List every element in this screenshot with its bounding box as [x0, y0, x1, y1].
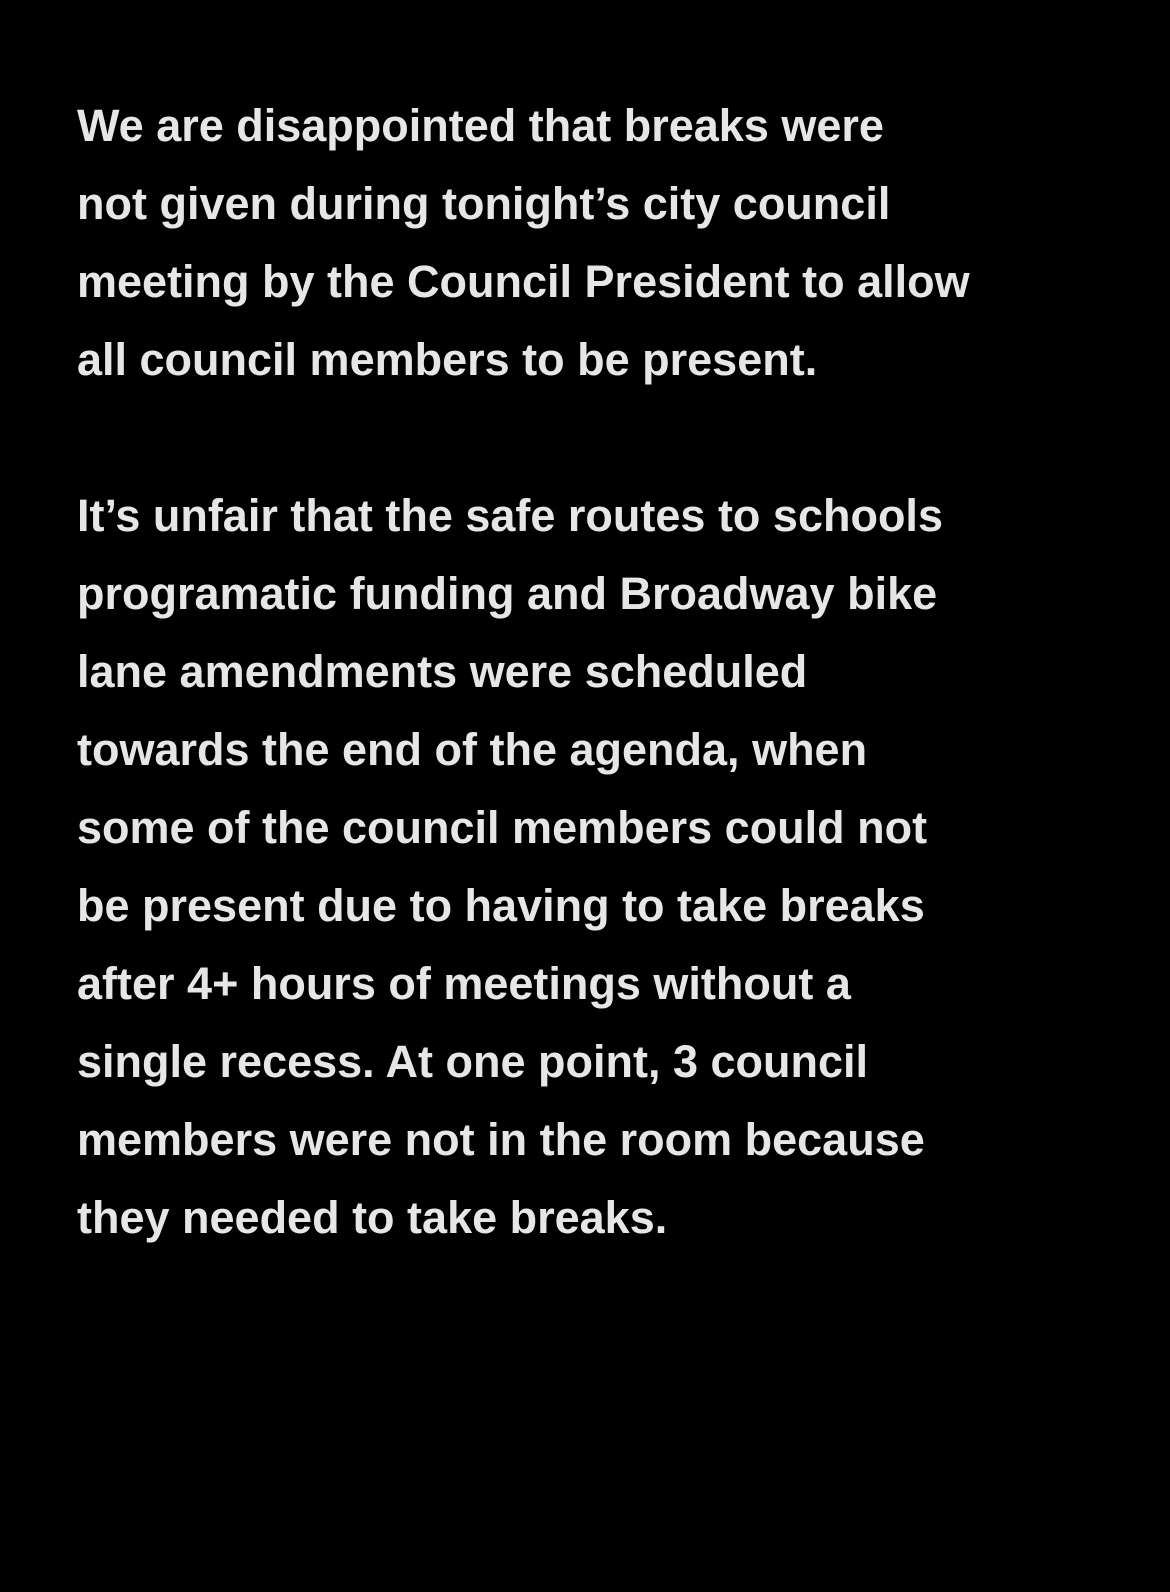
text-line: lane amendments were scheduled [77, 646, 808, 697]
text-line: be present due to having to take breaks [77, 880, 925, 931]
paragraph-1 [77, 87, 1137, 399]
text-line: not given during tonight’s city council [77, 178, 891, 229]
text-line: some of the council members could not [77, 802, 928, 853]
text-line: towards the end of the agenda, when [77, 724, 868, 775]
paragraph-2 [77, 477, 1137, 1257]
text-line: It’s unfair that the safe routes to schools [77, 490, 943, 541]
text-line: after 4+ hours of meetings without a [77, 958, 851, 1009]
text-line: all council members to be present. [77, 334, 818, 385]
text-line: We are disappointed that breaks were [77, 100, 884, 151]
note-body[interactable] [77, 87, 1137, 1257]
text-line: single recess. At one point, 3 council [77, 1036, 869, 1087]
text-line: meeting by the Council President to allow [77, 256, 970, 307]
text-line: they needed to take breaks. [77, 1192, 668, 1243]
text-line: programatic funding and Broadway bike [77, 568, 938, 619]
text-line: members were not in the room because [77, 1114, 925, 1165]
